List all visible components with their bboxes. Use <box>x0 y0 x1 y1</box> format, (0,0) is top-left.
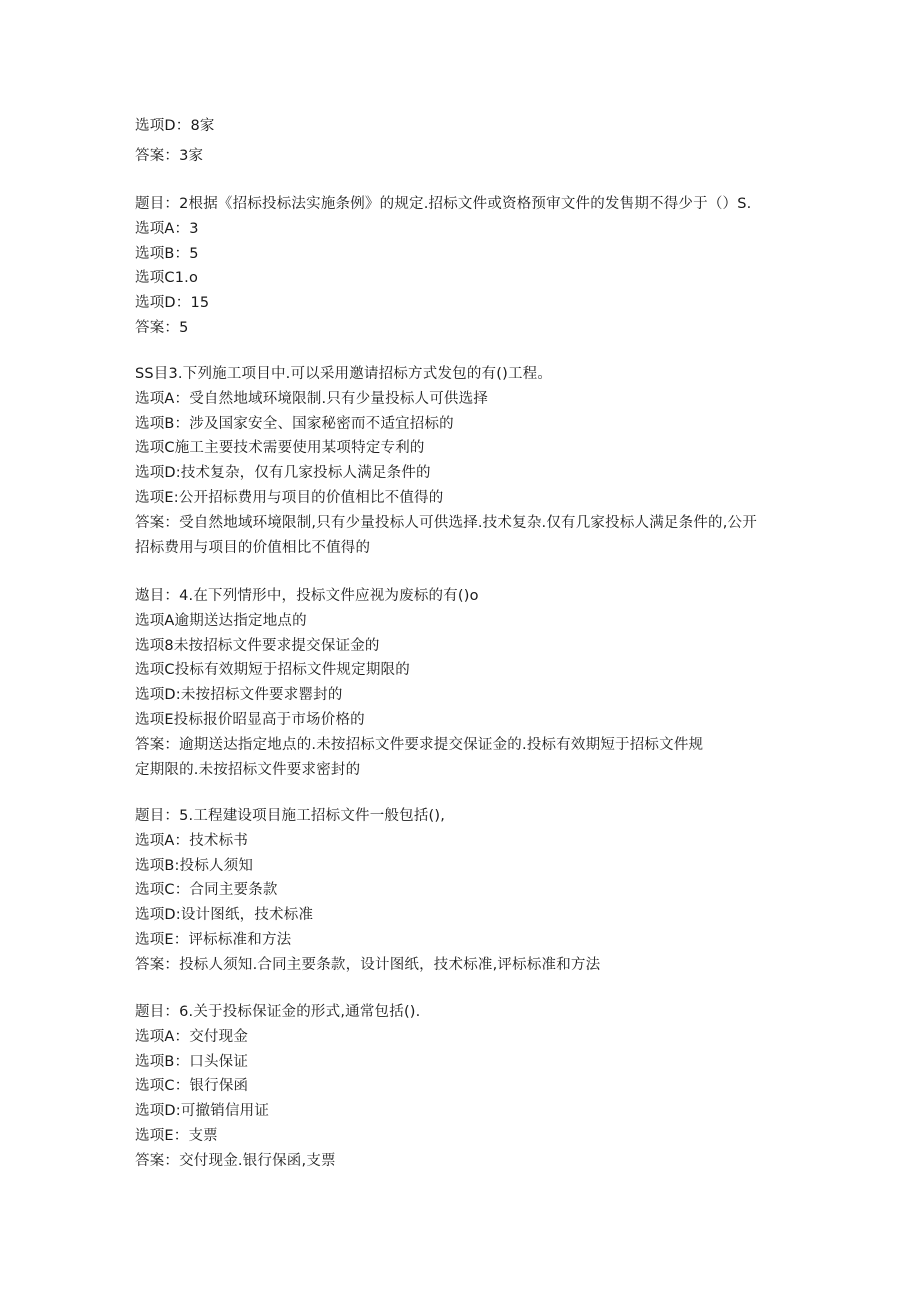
option-c: 选项C：合同主要条款 <box>135 882 278 899</box>
option-b: 选项B：口头保证 <box>135 1053 249 1070</box>
answer: 答案：5 <box>135 319 189 336</box>
answer: 答案：逾期送达指定地点的.未按招标文件要求提交保证金的.投标有效期短于招标文件规 <box>135 736 704 753</box>
question-text: 题目：2根据《招标投标法实施条例》的规定.招标文件或资格预审文件的发售期不得少于（）S. <box>135 196 752 212</box>
option-a: 选项A逾期送达指定地点的 <box>135 612 307 629</box>
option-b: 选项B:投标人须知 <box>135 857 254 874</box>
question-text: 题目：5.工程建设项目施工招标文件一般包括(), <box>135 808 446 824</box>
option-d: 选项D:设计图纸，技术标准 <box>135 907 314 924</box>
answer-continued: 定期限的.未按招标文件要求密封的 <box>135 761 361 778</box>
question-4 <box>135 584 795 782</box>
option-d: 选项D：15 <box>135 295 210 312</box>
option-a: 选项A：技术标书 <box>135 832 249 849</box>
option-d: 选项D:技术复杂，仅有几家投标人满足条件的 <box>135 465 431 482</box>
question-3 <box>135 362 795 560</box>
option-b: 选项8未按招标文件要求提交保证金的 <box>135 637 380 654</box>
option-e: 选项E：评标标准和方法 <box>135 931 292 948</box>
option-d: 选项D:未按招标文件要求罂封的 <box>135 687 343 704</box>
option-c: 选项C1.o <box>135 270 199 287</box>
question-6 <box>135 1000 795 1174</box>
option-a: 选项A：受自然地域环境限制.只有少量投标人可供选择 <box>135 390 489 407</box>
answer: 答案：3家 <box>135 147 204 164</box>
option-e: 选项E：支票 <box>135 1127 218 1144</box>
option-b: 选项B：涉及国家安全、国家秘密而不适宜招标的 <box>135 415 454 432</box>
answer: 答案：交付现金.银行保函,支票 <box>135 1152 336 1169</box>
question-text: SS目3.下列施工项目中.可以采用邀请招标方式发包的有()工程。 <box>135 366 553 382</box>
option-e: 选项E:公开招标费用与项目的价值相比不值得的 <box>135 489 444 506</box>
option-a: 选项A：交付现金 <box>135 1028 249 1045</box>
question-2 <box>135 192 795 341</box>
answer: 答案：投标人须知.合同主要条款，设计图纸，技术标准,评标标准和方法 <box>135 956 601 973</box>
question-text: 遨目：4.在下列情形中，投标文件应视为废标的有()o <box>135 588 479 604</box>
option-d: 选项D：8家 <box>135 118 215 134</box>
option-c: 选项C投标有效期短于招标文件规定期限的 <box>135 662 410 679</box>
option-d: 选项D:可撤销信用证 <box>135 1103 270 1120</box>
question-5 <box>135 804 795 978</box>
option-c: 选项C施工主要技术需要使用某项特定专利的 <box>135 440 425 457</box>
answer: 答案：受自然地域环境限制,只有少量投标人可供选择.技术复杂.仅有几家投标人满足条件的,公开 <box>135 514 757 531</box>
question-1-tail <box>135 114 795 169</box>
question-text: 题目：6.关于投标保证金的形式,通常包括(). <box>135 1004 421 1020</box>
option-b: 选项B：5 <box>135 245 199 262</box>
option-c: 选项C：银行保函 <box>135 1078 249 1095</box>
option-a: 选项A：3 <box>135 220 199 237</box>
option-e: 选项E投标报价昭显高于市场价格的 <box>135 711 365 728</box>
answer-continued: 招标费用与项目的价值相比不值得的 <box>135 539 371 556</box>
